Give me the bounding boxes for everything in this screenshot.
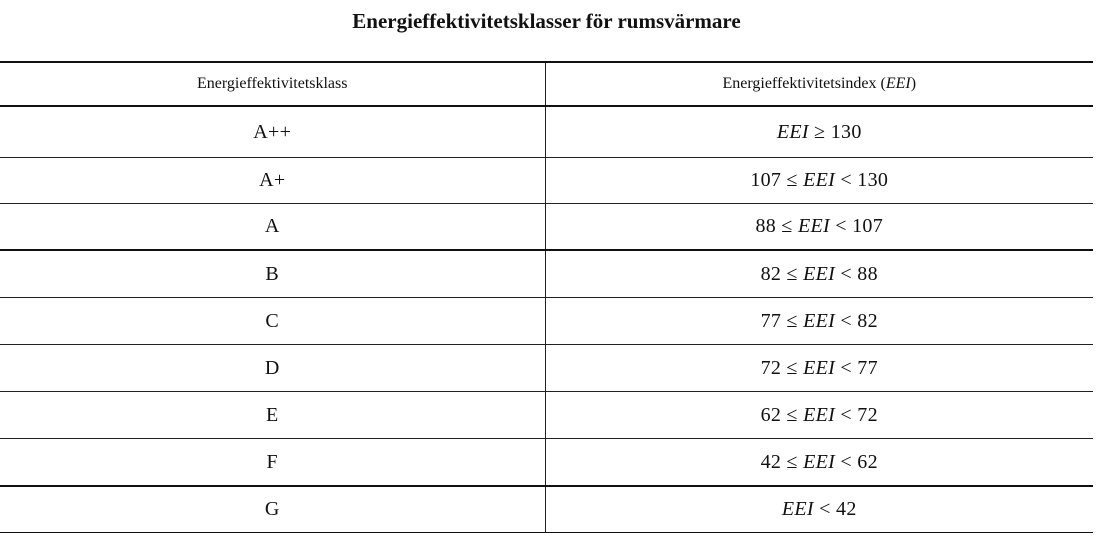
- eei-upper-bound: < 82: [835, 309, 878, 332]
- eei-upper-bound: < 130: [835, 169, 889, 191]
- eei-lower-bound: 107 ≤: [750, 169, 804, 191]
- eei-lower-bound: 72 ≤: [760, 356, 804, 379]
- eei-range-cell: [545, 106, 1093, 158]
- energy-class-cell: G: [0, 486, 545, 533]
- table-row: [0, 345, 1093, 392]
- table-row: [0, 158, 1093, 204]
- eei-symbol: EEI: [803, 169, 836, 191]
- table-row: [0, 106, 1093, 158]
- table-row: [0, 439, 1093, 487]
- eei-range-cell: [545, 204, 1093, 251]
- energy-efficiency-class-table: [0, 61, 1093, 533]
- energy-class-cell: B: [0, 250, 545, 298]
- header-index-abbr: EEI: [885, 75, 911, 92]
- table-row: [0, 250, 1093, 298]
- eei-lower-bound: 82 ≤: [760, 262, 804, 285]
- table-header-row: [0, 62, 1093, 106]
- eei-symbol: EEI: [776, 120, 809, 143]
- energy-class-cell: F: [0, 439, 545, 487]
- table-row: [0, 298, 1093, 345]
- eei-symbol: EEI: [797, 215, 830, 237]
- eei-upper-bound: ≥ 130: [808, 120, 862, 143]
- eei-lower-bound: 88 ≤: [755, 215, 798, 237]
- eei-lower-bound: 77 ≤: [760, 309, 804, 332]
- eei-range-cell: [545, 250, 1093, 298]
- eei-range-cell: [545, 298, 1093, 345]
- energy-class-cell: D: [0, 345, 545, 392]
- eei-lower-bound: 42 ≤: [760, 450, 804, 473]
- eei-lower-bound: 62 ≤: [760, 403, 804, 426]
- eei-symbol: EEI: [803, 356, 836, 379]
- eei-symbol: EEI: [803, 450, 836, 473]
- eei-symbol: EEI: [803, 403, 836, 426]
- table-row: [0, 204, 1093, 251]
- page-title: Energieffektivitetsklasser för rumsvärmare: [352, 9, 741, 33]
- eei-upper-bound: < 77: [835, 356, 878, 379]
- eei-range-cell: [545, 439, 1093, 487]
- table-row: [0, 392, 1093, 439]
- eei-upper-bound: < 72: [835, 403, 878, 426]
- eei-symbol: EEI: [803, 262, 836, 285]
- eei-range-cell: [545, 345, 1093, 392]
- energy-class-cell: A+: [0, 158, 545, 204]
- eei-upper-bound: < 107: [829, 215, 884, 237]
- eei-range-cell: [545, 486, 1093, 533]
- header-energy-index: [545, 62, 1093, 106]
- energy-class-cell: E: [0, 392, 545, 439]
- eei-range-cell: [545, 158, 1093, 204]
- eei-range-cell: [545, 392, 1093, 439]
- table-row: [0, 486, 1093, 533]
- eei-symbol: EEI: [781, 498, 814, 520]
- header-index-prefix: Energieffektivitetsindex (: [722, 75, 886, 92]
- energy-class-cell: A++: [0, 106, 545, 158]
- eei-symbol: EEI: [803, 309, 836, 332]
- eei-upper-bound: < 62: [835, 450, 878, 473]
- energy-class-cell: C: [0, 298, 545, 345]
- header-energy-class: Energieffektivitetsklass: [0, 62, 545, 106]
- energy-class-cell: A: [0, 204, 545, 251]
- eei-upper-bound: < 42: [813, 498, 857, 520]
- header-index-suffix: ): [910, 75, 917, 92]
- eei-upper-bound: < 88: [835, 262, 878, 285]
